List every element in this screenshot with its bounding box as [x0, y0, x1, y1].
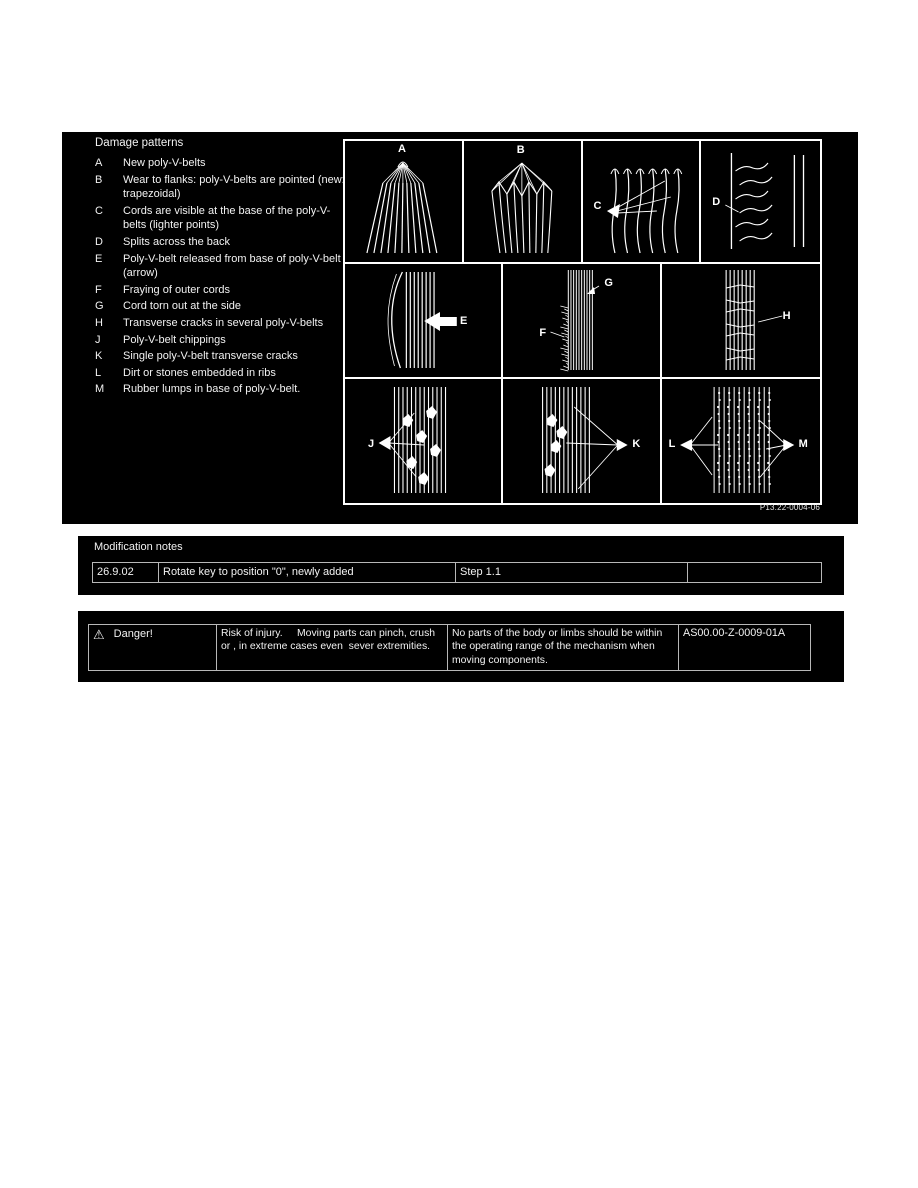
legend-key: C: [95, 204, 103, 217]
legend-item: [95, 235, 345, 250]
legend-text: Cords are visible at the base of the poly-V-belts (lighter points): [123, 204, 331, 232]
figure-new-belt: [345, 141, 462, 262]
figure-cell-d: [701, 141, 820, 262]
legend-item: [95, 349, 345, 364]
figure-flank-wear: [464, 141, 581, 262]
figure-dirt-and-rubber-lumps: [662, 379, 820, 503]
figure-label-j: J: [368, 438, 375, 450]
legend-key: K: [95, 350, 103, 363]
danger-precaution-cell: No parts of the body or limbs should be within the operating range of the mechanism when moving components.: [448, 625, 679, 670]
danger-label: Danger!: [113, 628, 153, 640]
legend-key: L: [95, 366, 102, 379]
legend-item: [95, 173, 345, 202]
legend-item: [95, 252, 345, 281]
modification-description-cell: Rotate key to position "0", newly added: [159, 563, 456, 582]
figure-label-g: G: [604, 277, 613, 289]
legend-item: [95, 382, 345, 397]
figure-cell-fg: [503, 264, 661, 377]
legend-item: [95, 204, 345, 233]
legend-text: Splits across the back: [123, 235, 230, 248]
figure-cell-j: [345, 379, 503, 503]
figure-label-e: E: [460, 315, 468, 327]
figure-cell-a: [345, 141, 464, 262]
legend-key: H: [95, 316, 103, 329]
legend-text: Wear to flanks: poly-V-belts are pointed (new: trapezoidal): [123, 173, 345, 201]
legend-text: Dirt or stones embedded in ribs: [123, 366, 276, 379]
modification-note-cell: [688, 563, 821, 582]
figure-label-h: H: [782, 310, 791, 322]
legend-text: Poly-V-belt released from base of poly-V-belt (arrow): [123, 252, 341, 280]
modification-step-cell: Step 1.1: [456, 563, 688, 582]
legend-key: A: [95, 157, 103, 169]
modification-notes-title: Modification notes: [94, 541, 183, 553]
legend-text: Fraying of outer cords: [123, 283, 230, 296]
figure-label-f: F: [539, 327, 547, 339]
danger-risk-cell: Risk of injury. Moving parts can pinch, crush or , in extreme cases even sever extremities.: [217, 625, 448, 670]
legend-text: New poly-V-belts: [123, 157, 206, 169]
figure-label-k: K: [632, 438, 641, 450]
figure-transverse-cracks: [662, 264, 820, 377]
legend-item: [95, 333, 345, 348]
figure-cell-k: [503, 379, 661, 503]
danger-table: [88, 624, 811, 671]
figure-label-c: C: [593, 200, 602, 212]
legend-text: Rubber lumps in base of poly-V-belt.: [123, 383, 301, 396]
legend-item: [95, 366, 345, 381]
modification-notes-panel: [78, 536, 844, 595]
legend-key: E: [95, 252, 103, 265]
legend-key: B: [95, 173, 103, 186]
danger-document-code: AS00.00-Z-0009-01A: [683, 627, 786, 639]
legend-item: [95, 156, 345, 171]
legend-item: [95, 283, 345, 298]
warning-triangle-icon: ⚠: [93, 627, 105, 642]
damage-legend: [95, 156, 345, 399]
legend-item: [95, 316, 345, 331]
legend-text: Single poly-V-belt transverse cracks: [123, 350, 298, 363]
damage-figure-grid: [343, 139, 822, 505]
figure-caption: P13.22-0004-06: [759, 503, 820, 512]
figure-label-b: B: [516, 144, 525, 156]
damage-panel-title: Damage patterns: [95, 137, 184, 149]
legend-item: [95, 299, 345, 314]
figure-cell-b: [464, 141, 583, 262]
figure-cell-lm: [662, 379, 820, 503]
figure-label-m: M: [798, 438, 808, 450]
figure-fraying-and-torn-cord: [503, 264, 659, 377]
legend-text: Cord torn out at the side: [123, 300, 242, 313]
legend-key: M: [95, 383, 105, 396]
modification-notes-table: [92, 562, 822, 583]
figure-label-a: A: [398, 143, 406, 155]
legend-key: J: [95, 333, 101, 346]
modification-date-cell: 26.9.02: [93, 563, 159, 582]
figure-cell-h: [662, 264, 820, 377]
danger-header-cell: [89, 625, 217, 670]
damage-patterns-panel: [62, 132, 858, 524]
figure-label-l: L: [668, 438, 676, 450]
figure-label-d: D: [712, 196, 721, 208]
legend-text: Transverse cracks in several poly-V-belts: [123, 316, 324, 329]
legend-key: D: [95, 235, 103, 248]
figure-released-belt: [345, 264, 501, 377]
figure-cell-c: [583, 141, 702, 262]
figure-cell-e: [345, 264, 503, 377]
legend-key: F: [95, 283, 102, 296]
legend-text: Poly-V-belt chippings: [123, 333, 226, 346]
legend-key: G: [95, 300, 104, 313]
danger-panel: [78, 611, 844, 682]
